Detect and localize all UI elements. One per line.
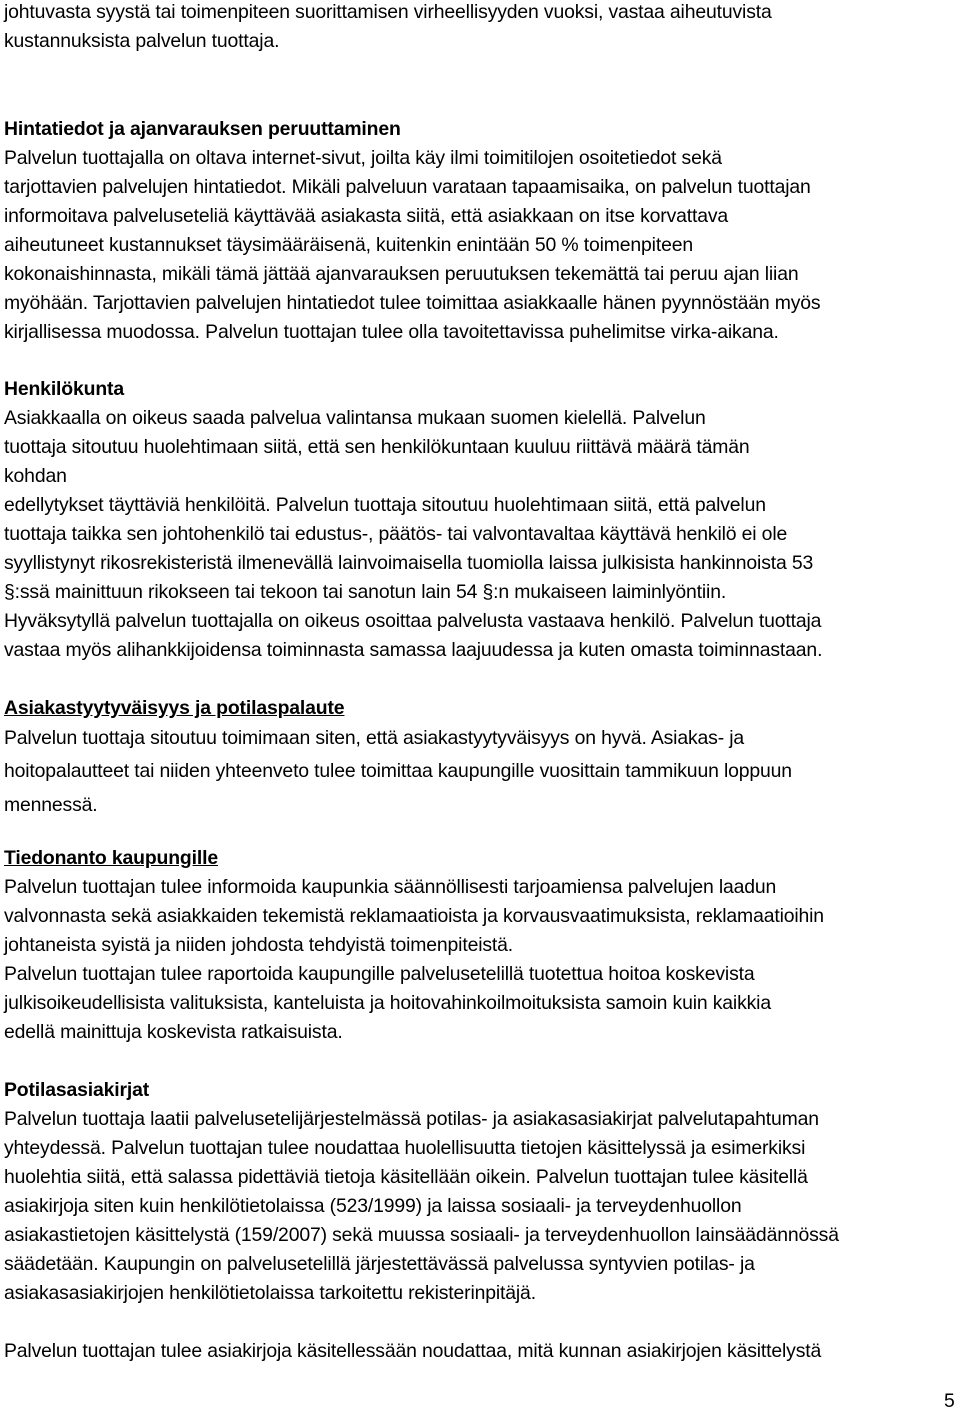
paragraph-line: aiheutuneet kustannukset täysimääräisenä, kuitenkin enintään 50 % toimenpiteen	[4, 234, 693, 256]
paragraph-line: vastaa myös alihankkijoidensa toiminnasta samassa laajuudessa ja kuten omasta toiminnastaan.	[4, 639, 823, 661]
paragraph-line: tarjottavien palvelujen hintatiedot. Mikäli palveluun varataan tapaamisaika, on palvelun tuottajan	[4, 176, 811, 198]
paragraph-line: edellä mainittuja koskevista ratkaisuista.	[4, 1021, 343, 1043]
paragraph-line: asiakasasiakirjojen henkilötietolaissa tarkoitettu rekisterinpitäjä.	[4, 1282, 536, 1304]
paragraph-line: tuottaja sitoutuu huolehtimaan siitä, että sen henkilökuntaan kuuluu riittävä määrä tämän	[4, 436, 750, 458]
paragraph-line: säädetään. Kaupungin on palvelusetelillä järjestettävässä palvelussa syntyvien potilas- ja	[4, 1253, 755, 1275]
paragraph-line: Palvelun tuottajan tulee asiakirjoja käsitellessään noudattaa, mitä kunnan asiakirjojen käsittelystä	[4, 1340, 822, 1362]
paragraph-line: julkisoikeudellisista valituksista, kanteluista ja hoitovahinkoilmoituksista samoin kuin kaikkia	[4, 992, 771, 1014]
paragraph-line: asiakirjoja siten kuin henkilötietolaissa (523/1999) ja laissa sosiaali- ja terveydenhuollon	[4, 1195, 742, 1217]
paragraph-line: kokonaishinnasta, mikäli tämä jättää ajanvarauksen peruutuksen tekemättä tai peruu ajan liian	[4, 263, 799, 285]
paragraph-line: edellytykset täyttäviä henkilöitä. Palvelun tuottaja sitoutuu huolehtimaan siitä, että palvelun	[4, 494, 766, 516]
paragraph-line: myöhään. Tarjottavien palvelujen hintatiedot tulee toimittaa asiakkaalle hänen pyynnöstään myös	[4, 292, 821, 314]
section-heading-asiakastyytyvaisyys: Asiakastyytyväisyys ja potilaspalaute	[4, 697, 345, 719]
paragraph-line: Palvelun tuottajan tulee informoida kaupunkia säännöllisesti tarjoamiensa palvelujen laadun	[4, 876, 777, 898]
paragraph-line: Palvelun tuottaja laatii palvelusetelijärjestelmässä potilas- ja asiakasasiakirjat palvelutapahtuman	[4, 1108, 819, 1130]
paragraph-line: mennessä.	[4, 794, 98, 816]
paragraph-line: huolehtia siitä, että salassa pidettäviä tietoja käsitellään oikein. Palvelun tuottajan tulee käsitellä	[4, 1166, 808, 1188]
paragraph-line: tuottaja taikka sen johtohenkilö tai edustus-, päätös- tai valvontavaltaa käyttävä henkilö ei ole	[4, 523, 788, 545]
paragraph-line: Asiakkaalla on oikeus saada palvelua valintansa mukaan suomen kielellä. Palvelun	[4, 407, 706, 429]
paragraph-line: Palvelun tuottaja sitoutuu toimimaan siten, että asiakastyytyväisyys on hyvä. Asiakas- ja	[4, 727, 745, 749]
paragraph-line: syyllistynyt rikosrekisteristä ilmenevällä lainvoimaisella tuomiolla laissa julkisista hankinnoista 53	[4, 552, 814, 574]
paragraph-line: Palvelun tuottajan tulee raportoida kaupungille palvelusetelillä tuotettua hoitoa koskevista	[4, 963, 755, 985]
paragraph-line: johtuvasta syystä tai toimenpiteen suorittamisen virheellisyyden vuoksi, vastaa aiheutuvista	[4, 1, 772, 23]
paragraph-line: hoitopalautteet tai niiden yhteenveto tulee toimittaa kaupungille vuosittain tammikuun loppuun	[4, 760, 792, 782]
section-heading-hintatiedot: Hintatiedot ja ajanvarauksen peruuttaminen	[4, 118, 401, 140]
section-heading-tiedonanto: Tiedonanto kaupungille	[4, 847, 218, 869]
paragraph-line: kustannuksista palvelun tuottaja.	[4, 30, 280, 52]
paragraph-line: Palvelun tuottajalla on oltava internet-sivut, joilta käy ilmi toimitilojen osoitetiedot sekä	[4, 147, 722, 169]
section-heading-potilasasiakirjat: Potilasasiakirjat	[4, 1079, 150, 1101]
paragraph-line: informoitava palveluseteliä käyttävää asiakasta siitä, että asiakkaan on itse korvattava	[4, 205, 729, 227]
paragraph-line: kohdan	[4, 465, 67, 487]
paragraph-line: §:ssä mainittuun rikokseen tai tekoon tai sanotun lain 54 §:n mukaiseen laiminlyöntiin.	[4, 581, 727, 603]
page-number: 5	[944, 1390, 955, 1412]
paragraph-line: valvonnasta sekä asiakkaiden tekemistä reklamaatioista ja korvausvaatimuksista, reklamaatioihin	[4, 905, 824, 927]
paragraph-line: Hyväksytyllä palvelun tuottajalla on oikeus osoittaa palvelusta vastaava henkilö. Palvelun tuottaja	[4, 610, 822, 632]
paragraph-line: yhteydessä. Palvelun tuottajan tulee noudattaa huolellisuutta tietojen käsittelyssä ja esimerkiksi	[4, 1137, 806, 1159]
paragraph-line: asiakastietojen käsittelystä (159/2007) sekä muussa sosiaali- ja terveydenhuollon lainsäädännössä	[4, 1224, 839, 1246]
section-heading-henkilokunta: Henkilökunta	[4, 378, 124, 400]
paragraph-line: kirjallisessa muodossa. Palvelun tuottajan tulee olla tavoitettavissa puhelimitse virka-aikana.	[4, 321, 779, 343]
paragraph-line: johtaneista syistä ja niiden johdosta tehdyistä toimenpiteistä.	[4, 934, 514, 956]
